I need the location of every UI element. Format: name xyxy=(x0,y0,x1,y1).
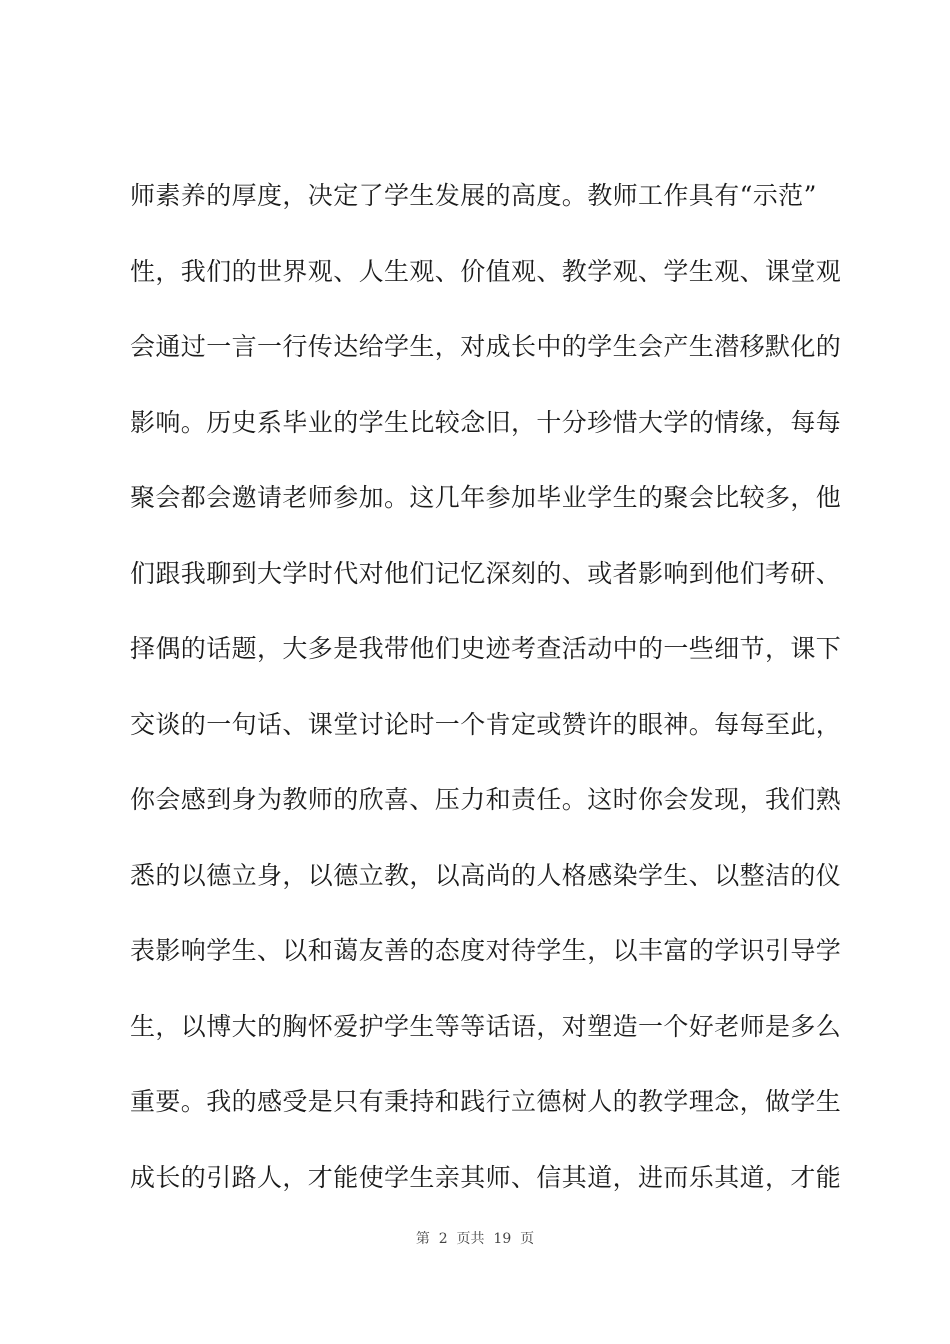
text-line: 表影响学生、以和蔼友善的态度对待学生，以丰富的学识引导学 xyxy=(130,936,842,965)
text-line: 成长的引路人，才能使学生亲其师、信其道，进而乐其道，才能 xyxy=(130,1162,842,1192)
text-line: 重要。我的感受是只有秉持和践行立德树人的教学理念，做学生 xyxy=(130,1087,842,1116)
text-line: 们跟我聊到大学时代对他们记忆深刻的、或者影响到他们考研、 xyxy=(130,558,842,588)
body-text xyxy=(130,168,842,1225)
text-line: 交谈的一句话、课堂讨论时一个肯定或赞许的眼神。每每至此， xyxy=(130,709,842,739)
text-line: 生，以博大的胸怀爱护学生等等话语，对塑造一个好老师是多么 xyxy=(130,1011,842,1041)
text-line: 你会感到身为教师的欣喜、压力和责任。这时你会发现，我们熟 xyxy=(130,785,842,814)
text-line: 悉的以德立身，以德立教，以高尚的人格感染学生、以整洁的仪 xyxy=(130,860,842,890)
text-line: 聚会都会邀请老师参加。这几年参加毕业学生的聚会比较多，他 xyxy=(130,483,842,512)
text-line: 择偶的话题，大多是我带他们史迹考查活动中的一些细节，课下 xyxy=(130,634,842,663)
text-line: 影响。历史系毕业的学生比较念旧，十分珍惜大学的情缘，每每 xyxy=(130,407,842,437)
text-line: 会通过一言一行传达给学生，对成长中的学生会产生潜移默化的 xyxy=(130,332,842,361)
text-line: 性，我们的世界观、人生观、价值观、教学观、学生观、课堂观 xyxy=(130,256,842,286)
page-number-footer: 第 2 页共 19 页 xyxy=(415,1231,535,1247)
text-line: 师素养的厚度，决定了学生发展的高度。教师工作具有“示范” xyxy=(130,181,817,210)
